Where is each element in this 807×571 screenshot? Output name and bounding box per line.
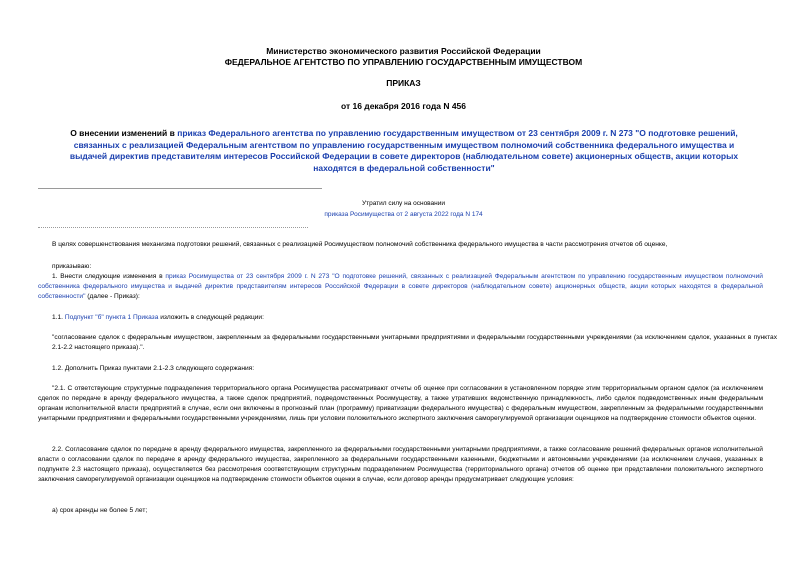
separator-rule xyxy=(38,188,322,189)
separator-dotted xyxy=(38,227,308,228)
agency-name: ФЕДЕРАЛЬНОЕ АГЕНТСТВО ПО УПРАВЛЕНИЮ ГОСУДАРСТВЕННЫМ ИМУЩЕСТВОМ xyxy=(224,56,583,67)
item-1-suffix: (далее - Приказ): xyxy=(85,293,140,301)
item-1-1-link[interactable]: Подпункт "б" пункта 1 Приказа xyxy=(64,314,159,321)
quoted-text-1-1: "согласование сделок с федеральным имуществом, закрепленным за федеральными государственными унитарными предприятиями и федеральными государственными учреждениями (за исключением сделок, указанных в пунктах 2.1-2.2 настоящего приказа).". xyxy=(52,334,777,352)
status-line: Утратил силу на основании xyxy=(361,200,446,207)
title-link[interactable]: приказ Федерального агентства по управлению государственным имуществом от 23 сентября 2009 г. N 273 "О подготовке решений, связанных с реализацией Федеральным агентством по управлению государственным имуществом полномочий собственника федерального имущества и выдачей директив представителям интересов Российской Федерации в совете директоров (наблюдательном совете) акционерных обществ, акции которых находятся в федеральной собственности" xyxy=(69,128,739,173)
paragraph-item-1-1 xyxy=(38,313,763,323)
paragraph-item-1 xyxy=(38,272,763,302)
paragraph-order: приказываю: xyxy=(52,263,92,270)
status-link[interactable]: приказа Росимущества от 2 августа 2022 года N 174 xyxy=(324,211,483,218)
doc-date-number: от 16 декабря 2016 года N 456 xyxy=(340,101,467,111)
item-1-prefix: 1. Внести следующие изменения в xyxy=(52,273,166,280)
paragraph-2-2-a: а) срок аренды не более 5 лет; xyxy=(52,507,148,514)
item-1-link[interactable]: приказ Росимущества от 23 сентября 2009 г. N 273 "О подготовке решений, связанных с реализацией Федеральным агентством по управлению государственным имуществом полномочий собственника федерального имущества и выдачей директив представителям интересов Российской Федерации в совете директоров (наблюдательном совете) акционерных обществ, акции которых находятся в федеральной собственности" xyxy=(38,273,763,301)
item-1-1-suffix: изложить в следующей редакции: xyxy=(158,314,264,321)
doc-type: ПРИКАЗ xyxy=(386,78,421,88)
paragraph-item-1-2: 1.2. Дополнить Приказ пунктами 2.1-2.3 следующего содержания: xyxy=(52,365,255,372)
title-prefix: О внесении изменений в xyxy=(70,128,178,138)
document-title xyxy=(54,128,754,174)
document-header xyxy=(0,46,807,67)
ministry-name: Министерство экономического развития Российской Федерации xyxy=(266,46,541,56)
paragraph-2-1: "2.1. С ответствующие структурные подразделения территориального органа Росимущества рассматривают отчеты об оценке при согласовании в установленном порядке этим территориальным органом сделок (за исключением сделок по передаче в аренду федерального имущества, а также сделок предприятий, подведомственных Росимуществу, а также утративших ведомственную принадлежность, либо сделок подведомственных иным федеральным органам исполнительной власти предприятий в случае, если они включены в прогнозный план (программу) приватизации федерального имущества) с федеральным имуществом, закрепленным за федеральными государственными унитарными предприятиями и федеральными государственными учреждениями, лишь при условии положительного экспертного заключения саморегулируемой организации оценщиков на подтверждение стоимости объектов оценки. xyxy=(38,385,763,423)
status-note xyxy=(300,198,507,220)
item-1-1-prefix: 1.1. xyxy=(52,314,65,321)
paragraph-preamble: В целях совершенствования механизма подготовки решений, связанных с реализацией Росимуществом полномочий собственника федерального имущества в части рассмотрения отчетов об оценке, xyxy=(52,241,668,248)
paragraph-2-2: 2.2. Согласование сделок по передаче в аренду федерального имущества, закрепленного за федеральными государственными унитарными предприятиями, а также согласование решений федеральных органов исполнительной власти о согласовании сделок по передаче в аренду федерального имущества, закрепленного за федеральными государственными казенными, бюджетными и автономными учреждениями (за исключением случаев, указанных в подпункте 2.3 настоящего приказа), осуществляется без рассмотрения соответствующим структурным подразделением Росимущества (территориального органа) отчетов об оценке при представлении положительного экспертного заключения саморегулируемой организации оценщиков на подтверждение стоимости объектов оценки в случае, если договор аренды предусматривает следующие условия: xyxy=(38,446,763,484)
